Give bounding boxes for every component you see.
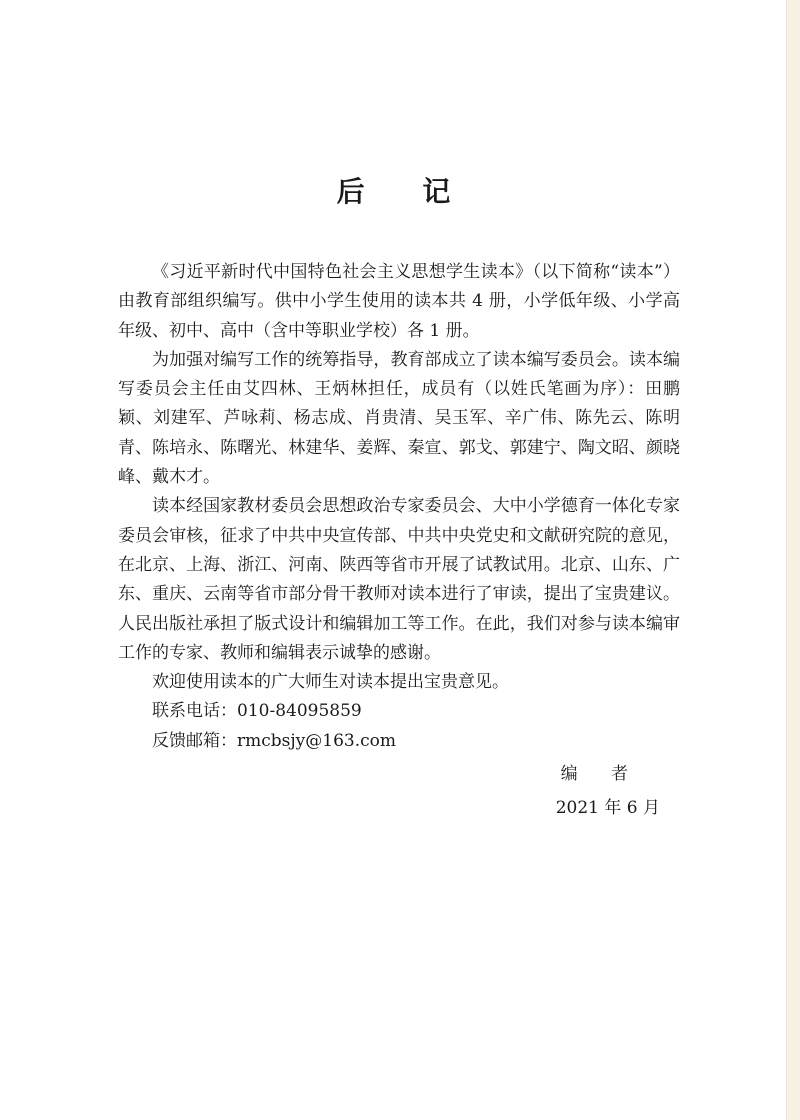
page-title: 后 记 — [336, 175, 475, 208]
paragraph-intro: 《习近平新时代中国特色社会主义思想学生读本》（以下简称“读本”）由教育部组织编写。供中小学生使用的读本共 4 册，小学低年级、小学高年级、初中、高中（含中等职业学校）各 1 册。 — [118, 262, 680, 341]
page-edge-strip — [786, 0, 800, 1120]
signature-block — [0, 760, 660, 824]
paragraph-review: 读本经国家教材委员会思想政治专家委员会、大中小学德育一体化专家委员会审核，征求了中共中央宣传部、中共中央党史和文献研究院的意见，在北京、上海、浙江、河南、陕西等省市开展了试教试用。北京、山东、广东、重庆、云南等省市部分骨干教师对读本进行了审读，提出了宝贵建议。人民出版社承担了版式设计和编辑加工等工作。在此，我们对参与读本编审工作的专家、教师和编辑表示诚挚的感谢。 — [118, 496, 680, 663]
contact-phone: 联系电话：010-84095859 — [152, 701, 362, 722]
contact-email: 反馈邮箱：rmcbsjy@163.com — [152, 730, 396, 751]
afterword-body — [118, 258, 680, 756]
paragraph-committee: 为加强对编写工作的统筹指导，教育部成立了读本编写委员会。读本编写委员会主任由艾四林、王炳林担任，成员有（以姓氏笔画为序）：田鹏颖、刘建军、芦咏莉、杨志成、肖贵清、吴玉军、辛广伟、陈先云、陈明青、陈培永、陈曙光、林建华、姜辉、秦宣、郭戈、郭建宁、陶文昭、颜晓峰、戴木才。 — [118, 349, 680, 488]
signature-editor: 编 者 — [560, 764, 642, 784]
paragraph-feedback: 欢迎使用读本的广大师生对读本提出宝贵意见。 — [152, 672, 509, 693]
signature-date: 2021 年 6 月 — [555, 798, 660, 819]
